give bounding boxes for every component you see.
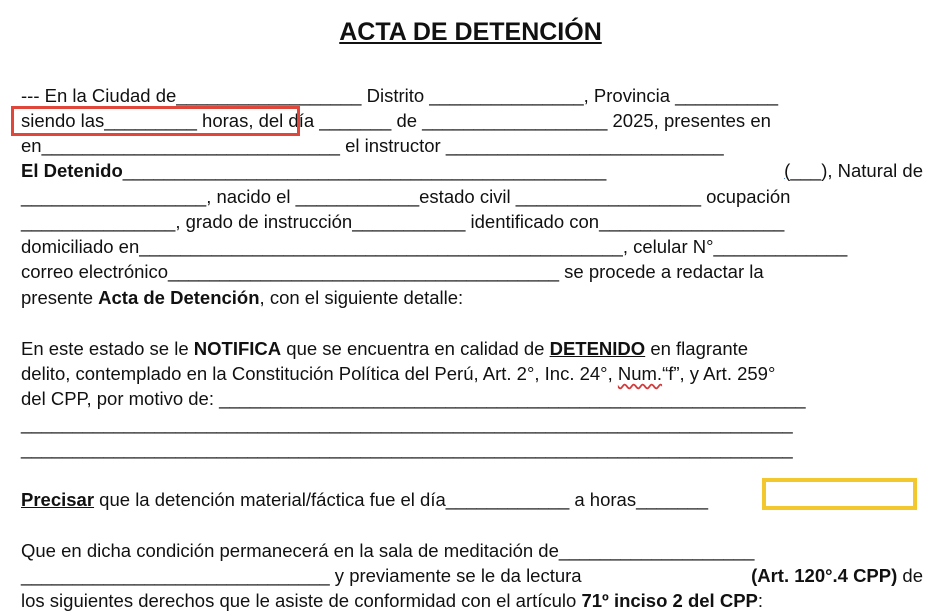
num-spellcheck: Num. [617,363,663,384]
highlight-box-yellow [762,478,917,510]
line-blank-2: ___________________________________________________________________________ [21,438,793,459]
detenido-paren-blank: ___ [790,160,822,181]
line-precisar: Precisar que la detención material/fáctica fue el día____________ a horas_______ [21,489,709,510]
document-title: ACTA DE DETENCIÓN [339,18,602,46]
line-delito: delito, contemplado en la Constitución Política del Perú, Art. 2°, Inc. 24°, Num.“f”, y Art. 259° [21,363,776,384]
line-lectura: ______________________________ y previamente se le da lectura (Art. 120°.4 CPP) de [21,565,923,586]
line-ciudad: --- En la Ciudad de__________________ Distrito _______________, Provincia __________ [21,85,779,106]
acta-bold: Acta de Detención [98,287,260,308]
line-siendo-las: siendo las_________ horas, del día _______ de __________________ 2025, presentes en [21,110,771,131]
line-instructor: en_____________________________ el instructor ___________________________ [21,135,724,156]
line-correo: correo electrónico______________________________________ se procede a redactar la [21,261,764,282]
line-grado: _______________, grado de instrucción___________ identificado con__________________ [21,211,785,232]
detenido-label: El Detenido [21,160,123,181]
line-motivo: del CPP, por motivo de: _________________________________________________________ [21,388,806,409]
line-nacido: __________________, nacido el ____________estado civil __________________ ocupación [21,186,791,207]
line-blank-1: ___________________________________________________________________________ [21,413,793,434]
highlight-box-red [11,106,300,136]
notifica-bold: NOTIFICA [193,338,282,359]
detenido-bold: DETENIDO [549,338,646,359]
precisar-hora-blank: _______ [636,489,709,510]
detenido-blank: _______________________________________________ [122,160,607,181]
precisar-bold: Precisar [21,489,95,510]
art-120-bold: (Art. 120°.4 CPP) [751,565,898,586]
line-notifica: En este estado se le NOTIFICA que se encuentra en calidad de DETENIDO en flagrante [21,338,749,359]
detenido-natural: ), Natural de [821,160,923,181]
art-71-bold: 71º inciso 2 del CPP [581,590,758,611]
line-domiciliado: domiciliado en_______________________________________________, celular N°_____________ [21,236,848,257]
line-presente: presente Acta de Detención, con el siguiente detalle: [21,287,464,308]
line-detenido [21,158,923,183]
detenido-paren-open: ( [784,160,791,181]
line-derechos: los siguientes derechos que le asiste de conformidad con el artículo 71º inciso 2 del CPP: [21,590,764,611]
line-sala: Que en dicha condición permanecerá en la sala de meditación de___________________ [21,540,755,561]
